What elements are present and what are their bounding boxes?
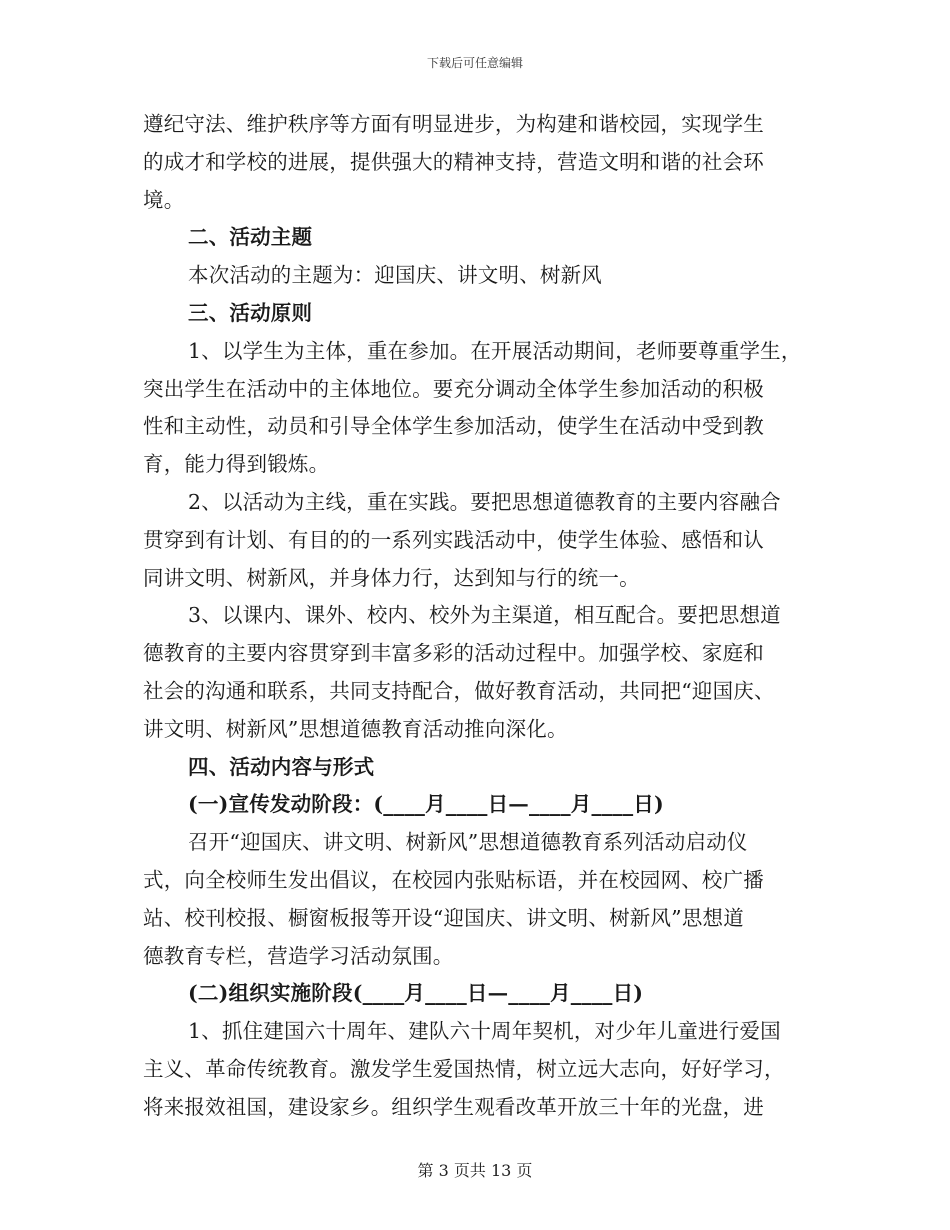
- text-line: 3、以课内、课外、校内、校外为主渠道，相互配合。要把思想道: [188, 603, 781, 628]
- text-line: 召开“迎国庆、讲文明、树新风”思想道德教育系列活动启动仪: [188, 830, 748, 855]
- text-line: 遵纪守法、维护秩序等方面有明显进步，为构建和谐校园，实现学生: [143, 112, 764, 136]
- text-line: 1、以学生为主体，重在参加。在开展活动期间，老师要尊重学生，: [188, 338, 802, 363]
- page-footer: 第 3 页共 13 页: [417, 1161, 533, 1180]
- document-body: [143, 106, 813, 1127]
- section-heading: (一)宣传发动阶段：(____月____日—____月____日): [188, 792, 664, 817]
- text-line: 社会的沟通和联系，共同支持配合，做好教育活动，共同把“迎国庆、: [143, 678, 775, 703]
- text-line: 1、抓住建国六十周年、建队六十周年契机，对少年儿童进行爱国: [188, 1019, 781, 1044]
- text-line: 式，向全校师生发出倡议，在校园内张贴标语，并在校园网、校广播: [143, 867, 764, 892]
- section-heading: 二、活动主题: [188, 225, 313, 250]
- text-line: 主义、革命传统教育。激发学生爱国热情，树立远大志向，好好学习，: [143, 1056, 785, 1081]
- section-heading: 三、活动原则: [188, 300, 313, 325]
- text-line: 境。: [143, 187, 185, 212]
- text-line: 德教育专栏，营造学习活动氛围。: [143, 943, 454, 968]
- text-line: 站、校刊校报、橱窗板报等开设“迎国庆、讲文明、树新风”思想道: [143, 905, 744, 930]
- text-line: 同讲文明、树新风，并身体力行，达到知与行的统一。: [143, 565, 640, 590]
- text-line: 本次活动的主题为：迎国庆、讲文明、树新风: [188, 263, 602, 288]
- section-heading: (二)组织实施阶段(____月____日—____月____日): [188, 981, 644, 1006]
- section-heading: 四、活动内容与形式: [188, 754, 375, 779]
- text-line: 讲文明、树新风”思想道德教育活动推向深化。: [143, 716, 568, 741]
- text-line: 2、以活动为主线，重在实践。要把思想道德教育的主要内容融合: [188, 489, 781, 514]
- text-line: 性和主动性，动员和引导全体学生参加活动，使学生在活动中受到教: [143, 414, 764, 439]
- text-line: 突出学生在活动中的主体地位。要充分调动全体学生参加活动的积极: [143, 376, 764, 401]
- text-line: 德教育的主要内容贯穿到丰富多彩的活动过程中。加强学校、家庭和: [143, 641, 764, 666]
- text-line: 育，能力得到锻炼。: [143, 452, 330, 477]
- text-line: 的成才和学校的进展，提供强大的精神支持，营造文明和谐的社会环: [143, 149, 764, 174]
- text-line: 将来报效祖国，建设家乡。组织学生观看改革开放三十年的光盘，进: [143, 1094, 764, 1119]
- text-line: 贯穿到有计划、有目的的一系列实践活动中，使学生体验、感悟和认: [143, 527, 764, 552]
- page-header: 下载后可任意编辑: [426, 56, 523, 70]
